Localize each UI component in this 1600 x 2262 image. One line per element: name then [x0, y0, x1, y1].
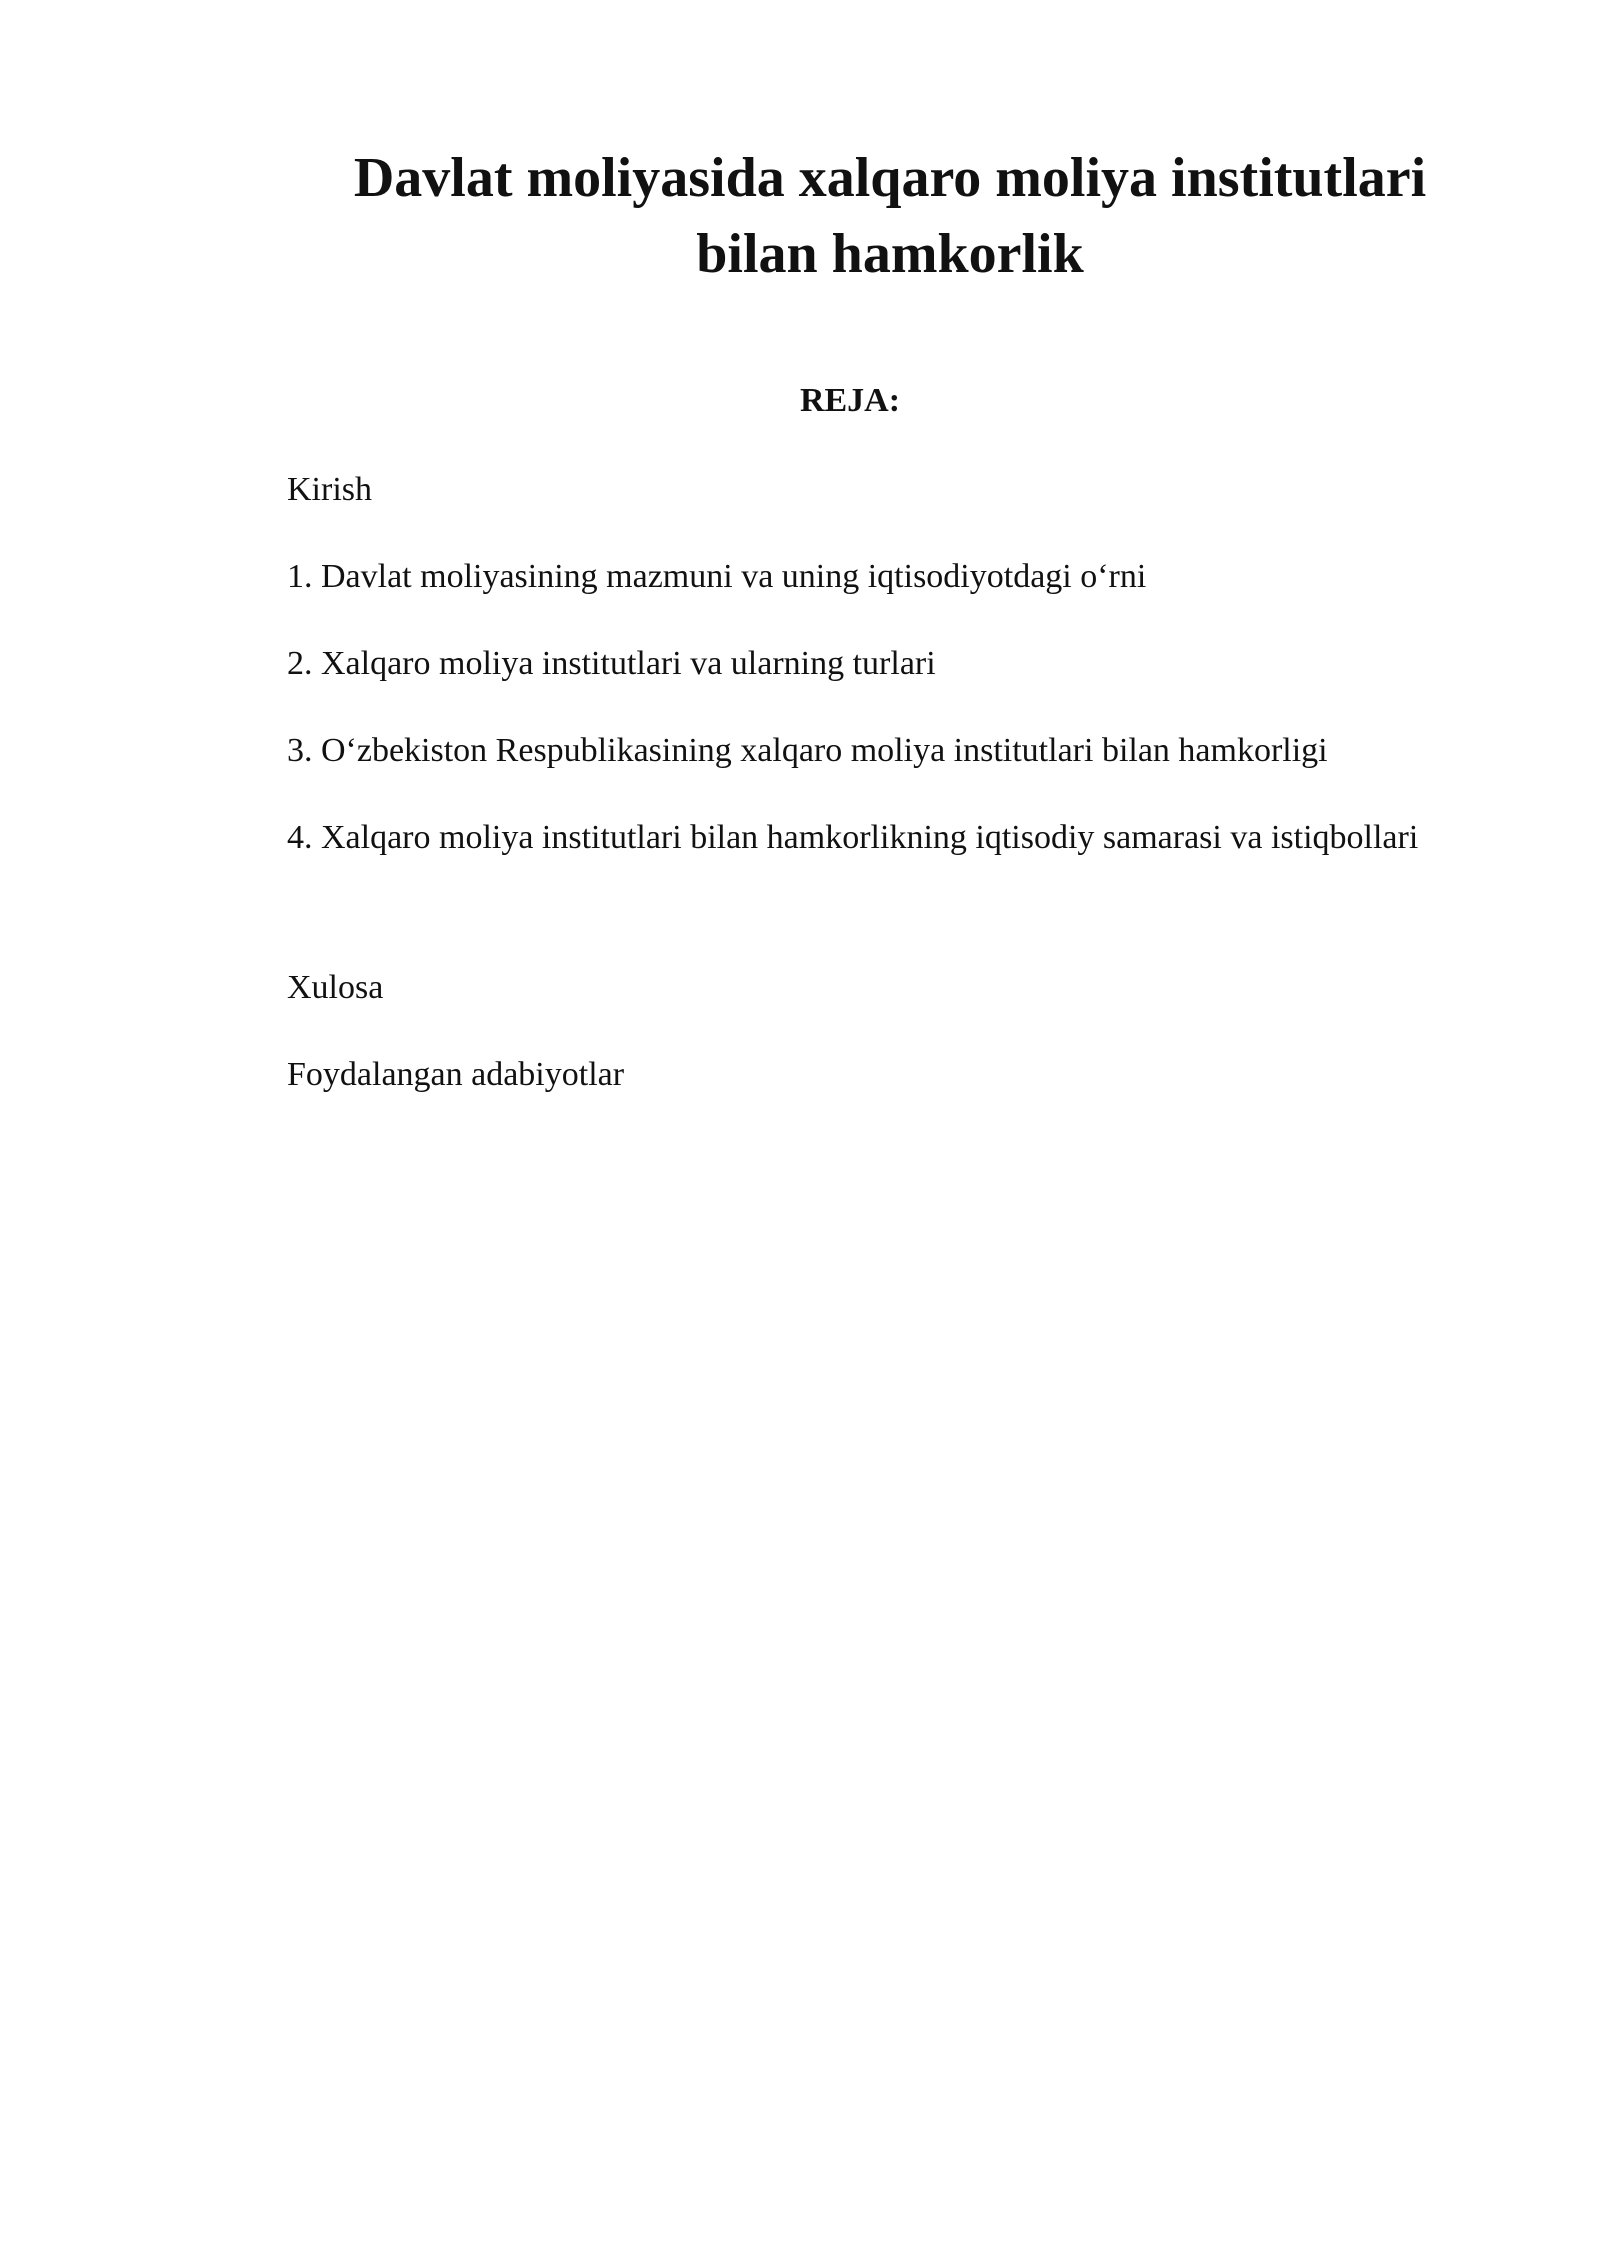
- plan-item-2: 2. Xalqaro moliya institutlari va ularning turlari: [287, 645, 936, 682]
- document-title: [300, 140, 1480, 292]
- plan-item-references: Foydalangan adabiyotlar: [287, 1056, 625, 1093]
- plan-item-1: 1. Davlat moliyasining mazmuni va uning iqtisodiyotdagi o‘rni: [287, 558, 1147, 595]
- plan-heading: REJA:: [799, 382, 901, 419]
- title-line-2: bilan hamkorlik: [696, 223, 1084, 285]
- plan-item-introduction: Kirish: [287, 471, 372, 508]
- plan-item-conclusion: Xulosa: [287, 969, 384, 1006]
- plan-item-3: 3. O‘zbekiston Respublikasining xalqaro moliya institutlari bilan hamkorligi: [287, 732, 1328, 769]
- plan-item-4: 4. Xalqaro moliya institutlari bilan hamkorlikning iqtisodiy samarasi va istiqbollari: [287, 819, 1419, 856]
- title-line-1: Davlat moliyasida xalqaro moliya institutlari: [353, 147, 1427, 209]
